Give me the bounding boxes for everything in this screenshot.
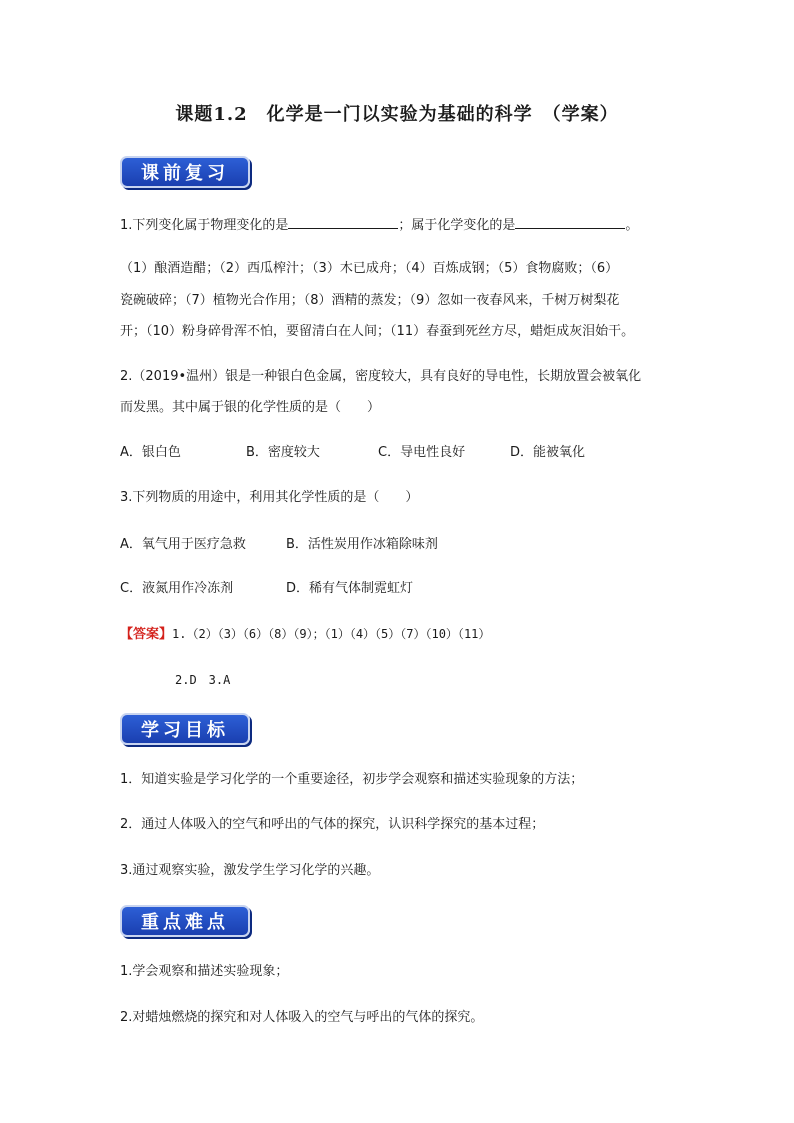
answer-text-1: 1.（2）（3）（6）（8）（9）；（1）（4）（5）（7）（10）（11） bbox=[172, 627, 491, 641]
answer-text-2: 2.D 3.A bbox=[175, 673, 231, 687]
section-badge-goals: 学习目标 bbox=[120, 713, 250, 745]
answer-line-1 bbox=[120, 624, 680, 645]
q1-blank-physical bbox=[288, 214, 398, 229]
q2-line-2: 而发黑。其中属于银的化学性质的是（ ） bbox=[120, 400, 381, 415]
page-title: 课题1.2 化学是一门以实验为基础的科学 （学案） bbox=[175, 104, 619, 125]
q1-line-2: 瓷碗破碎；（7）植物光合作用；（8）酒精的蒸发；（9）忽如一夜春风来，千树万树梨花 bbox=[120, 293, 620, 308]
q2-option-c: C．导电性良好 bbox=[378, 445, 466, 460]
q1-line-1: （1）酿酒造醋；（2）西瓜榨汁；（3）木已成舟；（4）百炼成钢；（5）食物腐败；（6） bbox=[120, 261, 619, 276]
q3-options-row-2 bbox=[120, 579, 680, 599]
goal-3: 3.通过观察实验，激发学生学习化学的兴趣。 bbox=[120, 863, 380, 878]
key-point-2: 2.对蜡烛燃烧的探究和对人体吸入的空气与呼出的气体的探究。 bbox=[120, 1010, 484, 1025]
section-badge-key-points: 重点难点 bbox=[120, 905, 250, 937]
q3-options-row-1 bbox=[120, 535, 680, 555]
q3-option-a: A．氧气用于医疗急救 bbox=[120, 537, 246, 552]
answer-label: 【答案】 bbox=[120, 627, 173, 642]
q1-lead: 1.下列变化属于物理变化的是 bbox=[120, 218, 289, 233]
q2-option-d: D．能被氧化 bbox=[510, 445, 586, 460]
goal-1: 1．知道实验是学习化学的一个重要途径，初步学会观察和描述实验现象的方法； bbox=[120, 772, 584, 787]
q2-option-a: A．银白色 bbox=[120, 445, 181, 460]
q1-line-3: 开；（10）粉身碎骨浑不怕，要留清白在人间；（11）春蚕到死丝方尽，蜡炬成灰泪始干。 bbox=[120, 324, 635, 339]
goal-2: 2．通过人体吸入的空气和呼出的气体的探究，认识科学探究的基本过程； bbox=[120, 817, 545, 832]
q1-tail: 。 bbox=[625, 218, 639, 233]
q2-option-b: B．密度较大 bbox=[246, 445, 320, 460]
q2-options bbox=[120, 443, 680, 463]
q3-stem: 3.下列物质的用途中，利用其化学性质的是（ ） bbox=[120, 490, 419, 505]
q2-line-1: 2.（2019•温州）银是一种银白色金属，密度较大，具有良好的导电性，长期放置会被氧化 bbox=[120, 369, 642, 384]
q1-blank-chemical bbox=[515, 214, 625, 229]
section-badge-review: 课前复习 bbox=[120, 156, 250, 188]
key-point-1: 1.学会观察和描述实验现象； bbox=[120, 964, 289, 979]
q1-mid: ；属于化学变化的是 bbox=[398, 218, 516, 233]
question-1-stem bbox=[120, 214, 680, 236]
q3-option-d: D．稀有气体制霓虹灯 bbox=[286, 581, 414, 596]
q3-option-b: B．活性炭用作冰箱除味剂 bbox=[286, 537, 438, 552]
q3-option-c: C．液氮用作冷冻剂 bbox=[120, 581, 234, 596]
